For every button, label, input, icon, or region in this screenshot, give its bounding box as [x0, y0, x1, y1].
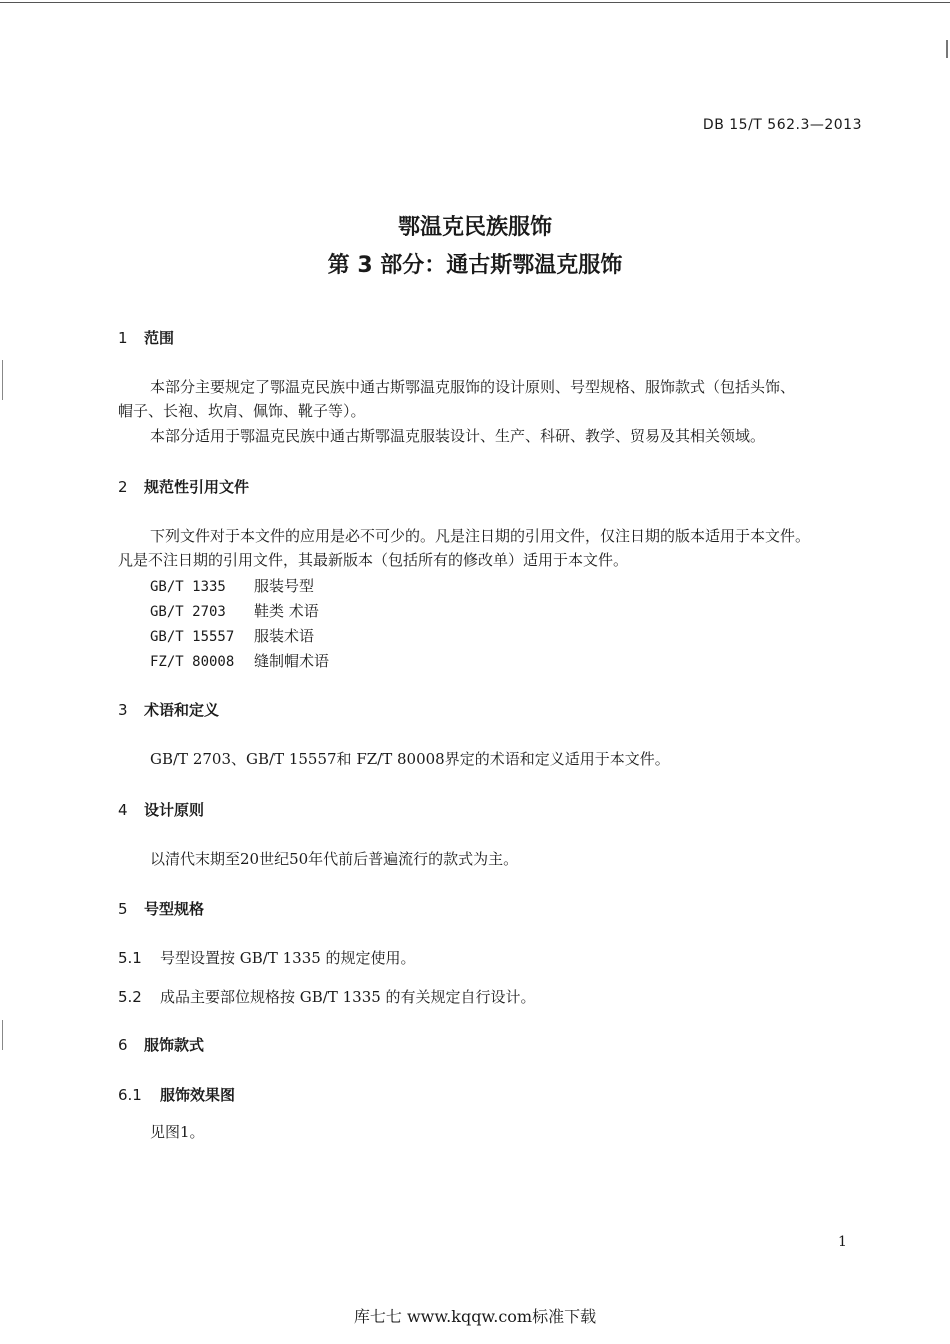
- subsection-number: 6.1: [118, 1086, 142, 1104]
- reference-name: 缝制帽术语: [254, 652, 330, 670]
- reference-code: GB/T 2703: [150, 604, 226, 620]
- clause: [118, 986, 536, 1007]
- section-title: 号型规格: [144, 900, 205, 918]
- clause-text: 号型设置按 GB/T 1335 的规定使用。: [160, 949, 416, 967]
- reference-name: 服装术语: [254, 627, 315, 645]
- section-number: 2: [118, 478, 128, 496]
- paragraph: 本部分适用于鄂温克民族中通古斯鄂温克服装设计、生产、科研、教学、贸易及其相关领域。: [150, 427, 766, 445]
- document-title: 鄂温克民族服饰: [397, 215, 552, 240]
- section-number: 1: [118, 329, 128, 347]
- reference-item: [150, 625, 314, 646]
- section-number: 6: [118, 1036, 128, 1054]
- reference-item: [150, 575, 314, 596]
- paragraph: 见图1。: [150, 1123, 205, 1141]
- page-number: 1: [838, 1234, 847, 1250]
- top-border-line: [0, 2, 950, 3]
- clause: [118, 947, 416, 968]
- section-number: 5: [118, 900, 128, 918]
- section-heading: [118, 476, 249, 497]
- scan-mark: [2, 1020, 3, 1050]
- section-number: 3: [118, 701, 128, 719]
- section-heading: [118, 1034, 204, 1055]
- reference-item: [150, 650, 329, 671]
- reference-code: FZ/T 80008: [150, 654, 235, 670]
- section-title: 范围: [144, 329, 175, 347]
- reference-code: GB/T 1335: [150, 579, 226, 595]
- paragraph: 帽子、长袍、坎肩、佩饰、靴子等）。: [118, 402, 366, 420]
- reference-item: [150, 600, 319, 621]
- paragraph: 凡是不注日期的引用文件，其最新版本（包括所有的修改单）适用于本文件。: [118, 551, 629, 569]
- paragraph: 本部分主要规定了鄂温克民族中通古斯鄂温克服饰的设计原则、号型规格、服饰款式（包括头饰、: [150, 378, 796, 396]
- footer-watermark: 库七七 www.kqqw.com标准下载: [353, 1307, 597, 1326]
- section-title: 服饰款式: [144, 1036, 205, 1054]
- section-title: 规范性引用文件: [144, 478, 250, 496]
- clause-number: 5.2: [118, 988, 142, 1006]
- scan-mark: [2, 360, 3, 400]
- reference-name: 服装号型: [254, 577, 315, 595]
- standard-code: DB 15/T 562.3—2013: [702, 117, 862, 133]
- scan-mark: [946, 40, 948, 58]
- section-heading: [118, 699, 219, 720]
- paragraph: GB/T 2703、GB/T 15557和 FZ/T 80008界定的术语和定义适用于本文件。: [150, 750, 670, 768]
- section-heading: [118, 327, 174, 348]
- section-title: 术语和定义: [144, 701, 220, 719]
- clause-number: 5.1: [118, 949, 142, 967]
- subsection-heading: [118, 1084, 235, 1105]
- paragraph: 以清代末期至20世纪50年代前后普遍流行的款式为主。: [150, 850, 519, 868]
- subsection-title: 服饰效果图: [160, 1086, 236, 1104]
- section-heading: [118, 898, 204, 919]
- paragraph: 下列文件对于本文件的应用是必不可少的。凡是注日期的引用文件，仅注日期的版本适用于本文件。: [150, 527, 811, 545]
- section-number: 4: [118, 801, 128, 819]
- reference-name: 鞋类 术语: [254, 602, 319, 620]
- section-heading: [118, 799, 204, 820]
- document-subtitle: 第 3 部分：通古斯鄂温克服饰: [327, 253, 623, 278]
- clause-text: 成品主要部位规格按 GB/T 1335 的有关规定自行设计。: [160, 988, 536, 1006]
- section-title: 设计原则: [144, 801, 205, 819]
- reference-code: GB/T 15557: [150, 629, 235, 645]
